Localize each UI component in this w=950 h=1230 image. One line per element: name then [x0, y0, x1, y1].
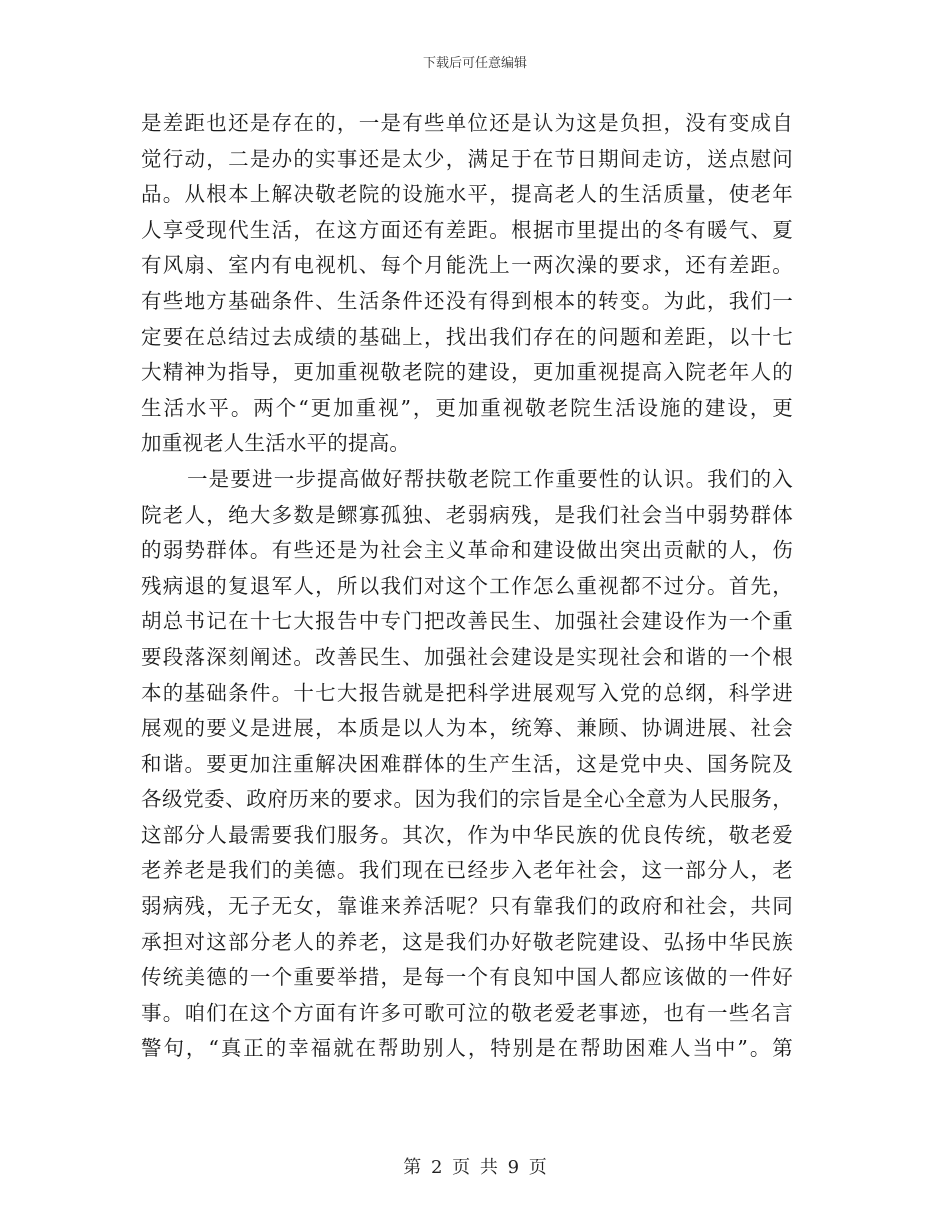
text-line: 胡总书记在十七大报告中专门把改善民生、加强社会建设作为一个重: [141, 609, 793, 634]
text-line: 本的基础条件。十七大报告就是把科学进展观写入党的总纲，科学进: [141, 680, 793, 705]
text-line: 觉行动，二是办的实事还是太少，满足于在节日期间走访，送点慰问: [141, 146, 793, 171]
paragraph-1: [141, 106, 793, 462]
text-line: 是差距也还是存在的，一是有些单位还是认为这是负担，没有变成自: [141, 111, 793, 135]
text-line: 各级党委、政府历来的要求。因为我们的宗旨是全心全意为人民服务，: [141, 787, 793, 812]
text-line: 品。从根本上解决敬老院的设施水平，提高老人的生活质量，使老年: [141, 182, 793, 207]
text-line: 传统美德的一个重要举措，是每一个有良知中国人都应该做的一件好: [141, 965, 793, 990]
text-line: 警句，“真正的幸福就在帮助别人，特别是在帮助困难人当中”。第: [141, 1036, 793, 1061]
page-number-footer: 第 2 页 共 9 页: [403, 1157, 547, 1178]
text-line: 老养老是我们的美德。我们现在已经步入老年社会，这一部分人，老: [141, 858, 793, 883]
text-line: 事。咱们在这个方面有许多可歌可泣的敬老爱老事迹，也有一些名言: [141, 1000, 793, 1025]
text-line: 这部分人最需要我们服务。其次，作为中华民族的优良传统，敬老爱: [141, 822, 793, 847]
text-line: 定要在总结过去成绩的基础上，找出我们存在的问题和差距，以十七: [141, 324, 793, 349]
text-line: 展观的要义是进展，本质是以人为本，统筹、兼顾、协调进展、社会: [141, 716, 793, 741]
text-line: 有风扇、室内有电视机、每个月能洗上一两次澡的要求，还有差距。: [141, 253, 793, 278]
document-body: [141, 106, 793, 1067]
page-header: 下载后可任意编辑: [422, 56, 527, 71]
text-line: 加重视老人生活水平的提高。: [141, 431, 411, 456]
text-line: 和谐。要更加注重解决困难群体的生产生活，这是党中央、国务院及: [141, 751, 793, 776]
text-line: 人享受现代生活，在这方面还有差距。根据市里提出的冬有暖气、夏: [141, 217, 793, 242]
text-line: 要段落深刻阐述。改善民生、加强社会建设是实现社会和谐的一个根: [141, 644, 793, 669]
text-line: 残病退的复退军人，所以我们对这个工作怎么重视都不过分。首先，: [141, 573, 793, 598]
text-line: 的弱势群体。有些还是为社会主义革命和建设做出突出贡献的人，伤: [141, 538, 793, 563]
text-line: 院老人，绝大多数是鳏寡孤独、老弱病残，是我们社会当中弱势群体: [141, 502, 793, 527]
text-line: 承担对这部分老人的养老，这是我们办好敬老院建设、弘扬中华民族: [141, 929, 793, 954]
paragraph-2: [141, 462, 793, 1067]
text-line: 一是要进一步提高做好帮扶敬老院工作重要性的认识。我们的入: [187, 466, 793, 491]
text-line: 大精神为指导，更加重视敬老院的建设，更加重视提高入院老年人的: [141, 360, 793, 385]
text-line: 弱病残，无子无女，靠谁来养活呢？只有靠我们的政府和社会，共同: [141, 894, 793, 919]
text-line: 有些地方基础条件、生活条件还没有得到根本的转变。为此，我们一: [141, 288, 793, 313]
text-line: 生活水平。两个“更加重视”，更加重视敬老院生活设施的建设，更: [141, 395, 793, 420]
